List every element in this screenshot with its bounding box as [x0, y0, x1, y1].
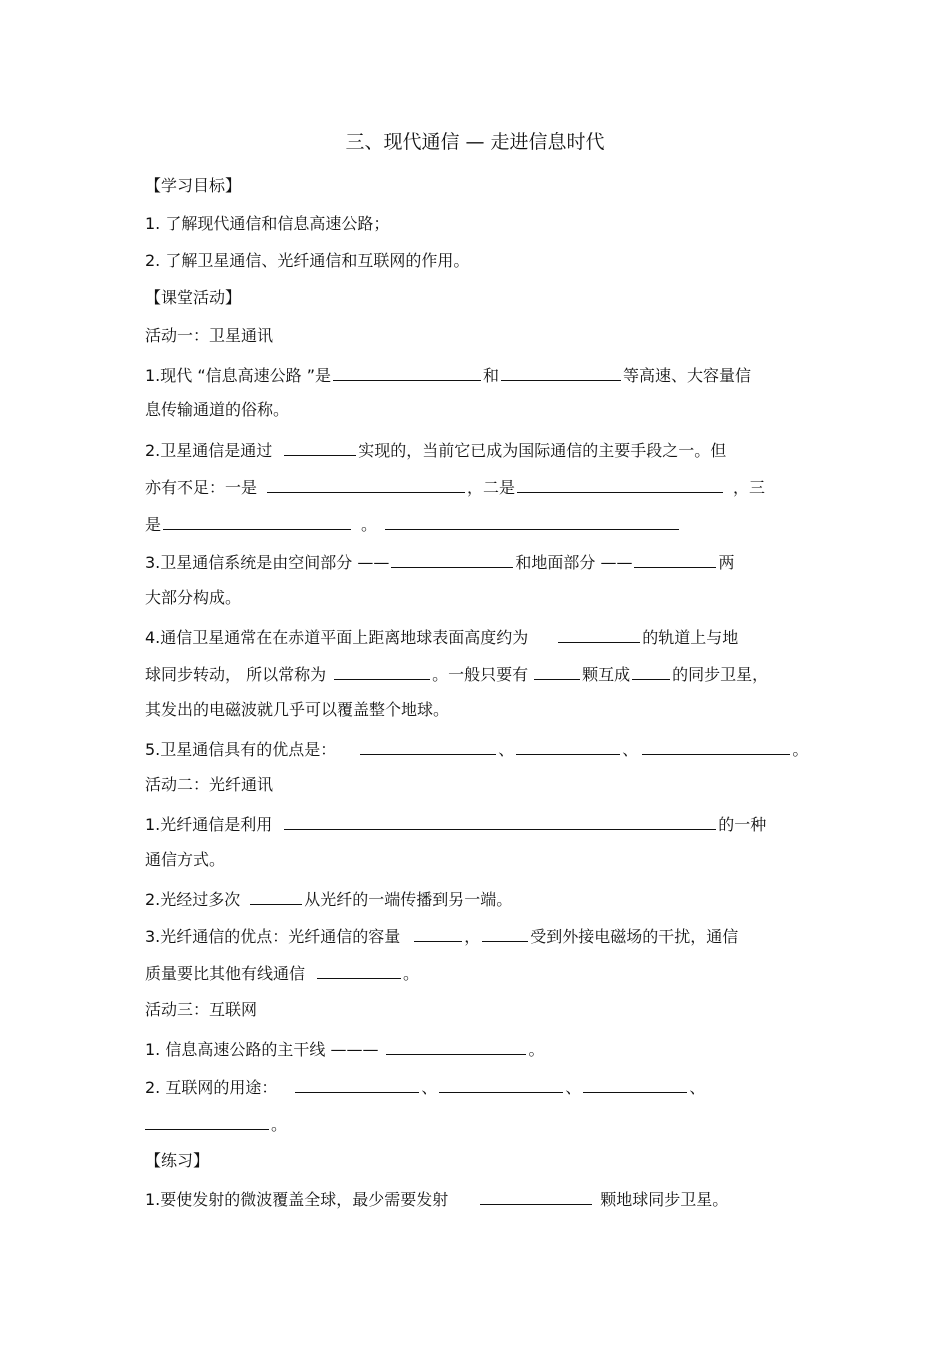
a1-question-4-line-2: [145, 661, 768, 687]
answer-blank[interactable]: [439, 1074, 563, 1093]
goal-item-2: 2. 了解卫星通信、光纤通信和互联网的作用。: [145, 251, 470, 270]
answer-blank[interactable]: [480, 1186, 592, 1205]
a3-question-2-line-2: [145, 1111, 287, 1137]
text: 、: [498, 740, 515, 759]
text: 球同步转动， 所以常称为: [145, 665, 327, 684]
a1-question-5: [145, 736, 808, 762]
answer-blank[interactable]: [250, 886, 302, 905]
a1-question-4-line-1: [145, 624, 738, 650]
answer-blank[interactable]: [334, 661, 430, 680]
activity-heading-3: 活动三：互联网: [145, 1000, 258, 1019]
a2-question-1-line-2: 通信方式。: [145, 850, 226, 869]
text: 3.光纤通信的优点：光纤通信的容量: [145, 927, 401, 946]
a3-question-1: [145, 1036, 544, 1062]
answer-blank[interactable]: [391, 549, 513, 568]
a2-question-3-line-2: [145, 960, 419, 986]
answer-blank[interactable]: [501, 362, 621, 381]
a2-question-2: [145, 886, 512, 912]
answer-blank[interactable]: [284, 811, 716, 830]
text: 。: [361, 515, 378, 534]
section-heading-class: 【课堂活动】: [145, 288, 242, 307]
text: 2. 互联网的用途：: [145, 1078, 278, 1097]
answer-blank[interactable]: [284, 437, 356, 456]
answer-blank[interactable]: [295, 1074, 419, 1093]
a1-question-2-line-2: [145, 474, 765, 500]
activity-heading-1: 活动一：卫星通讯: [145, 326, 274, 345]
text: 质量要比其他有线通信: [145, 964, 306, 983]
text: ，: [464, 927, 481, 946]
answer-blank[interactable]: [317, 960, 401, 979]
text: 的同步卫星，: [672, 665, 769, 684]
a1-question-3-line-1: [145, 549, 734, 575]
section-heading-practice: 【练习】: [145, 1151, 210, 1170]
answer-blank[interactable]: [583, 1074, 687, 1093]
text: 、: [689, 1078, 706, 1097]
a1-question-3-line-2: 大部分构成。: [145, 588, 242, 607]
text: 2.光经过多次: [145, 890, 241, 909]
text: 1.现代 “信息高速公路 ”是: [145, 366, 332, 385]
goal-item-1: 1. 了解现代通信和信息高速公路；: [145, 214, 390, 233]
a1-question-2-line-3: [145, 511, 681, 537]
text: 、: [421, 1078, 438, 1097]
text: ，三: [733, 478, 766, 497]
practice-question-1: [145, 1186, 728, 1212]
text: 等高速、大容量信: [623, 366, 752, 385]
text: 两: [718, 553, 735, 572]
text: 。: [528, 1040, 545, 1059]
answer-blank[interactable]: [558, 624, 640, 643]
answer-blank[interactable]: [145, 1111, 269, 1130]
answer-blank[interactable]: [642, 736, 790, 755]
answer-blank[interactable]: [333, 362, 481, 381]
text: 的一种: [718, 815, 767, 834]
text: 颗互成: [582, 665, 631, 684]
text: 和地面部分 ——: [515, 553, 633, 572]
a1-question-2-line-1: [145, 437, 726, 463]
text: 1. 信息高速公路的主干线 ———: [145, 1040, 379, 1059]
text: 1.要使发射的微波覆盖全球，最少需要发射: [145, 1190, 449, 1209]
a2-question-1-line-1: [145, 811, 766, 837]
answer-blank[interactable]: [516, 736, 620, 755]
answer-blank[interactable]: [267, 474, 465, 493]
text: 颗地球同步卫星。: [600, 1190, 729, 1209]
text: 、: [622, 740, 639, 759]
answer-blank[interactable]: [634, 549, 716, 568]
text: ，二是: [467, 478, 516, 497]
a1-question-4-line-3: 其发出的电磁波就几乎可以覆盖整个地球。: [145, 700, 450, 719]
answer-blank[interactable]: [385, 511, 679, 530]
text: 是: [145, 515, 162, 534]
a3-question-2-line-1: [145, 1074, 705, 1100]
text: 从光纤的一端传播到另一端。: [304, 890, 513, 909]
answer-blank[interactable]: [360, 736, 496, 755]
text: 1.光纤通信是利用: [145, 815, 273, 834]
activity-heading-2: 活动二：光纤通讯: [145, 775, 274, 794]
text: 受到外接电磁场的干扰，通信: [530, 927, 739, 946]
text: 。: [792, 740, 809, 759]
answer-blank[interactable]: [386, 1036, 526, 1055]
text: 。: [271, 1115, 288, 1134]
text: 。: [403, 964, 420, 983]
text: 实现的，当前它已成为国际通信的主要手段之一。但: [358, 441, 727, 460]
text: 4.通信卫星通常在在赤道平面上距离地球表面高度约为: [145, 628, 529, 647]
answer-blank[interactable]: [414, 923, 462, 942]
a2-question-3-line-1: [145, 923, 738, 949]
text: 亦有不足：一是: [145, 478, 258, 497]
page-title: 三、现代通信 — 走进信息时代: [345, 131, 605, 153]
text: 5.卫星通信具有的优点是：: [145, 740, 337, 759]
text: 和: [483, 366, 500, 385]
a1-question-1-line-2: 息传输通道的俗称。: [145, 400, 290, 419]
answer-blank[interactable]: [482, 923, 528, 942]
text: 、: [565, 1078, 582, 1097]
text: 的轨道上与地: [642, 628, 739, 647]
answer-blank[interactable]: [534, 661, 580, 680]
a1-question-1-line-1: [145, 362, 751, 388]
text: 3.卫星通信系统是由空间部分 ——: [145, 553, 390, 572]
text: 2.卫星通信是通过: [145, 441, 273, 460]
section-heading-goals: 【学习目标】: [145, 176, 242, 195]
answer-blank[interactable]: [517, 474, 723, 493]
answer-blank[interactable]: [632, 661, 670, 680]
text: 。一般只要有: [432, 665, 529, 684]
answer-blank[interactable]: [163, 511, 351, 530]
